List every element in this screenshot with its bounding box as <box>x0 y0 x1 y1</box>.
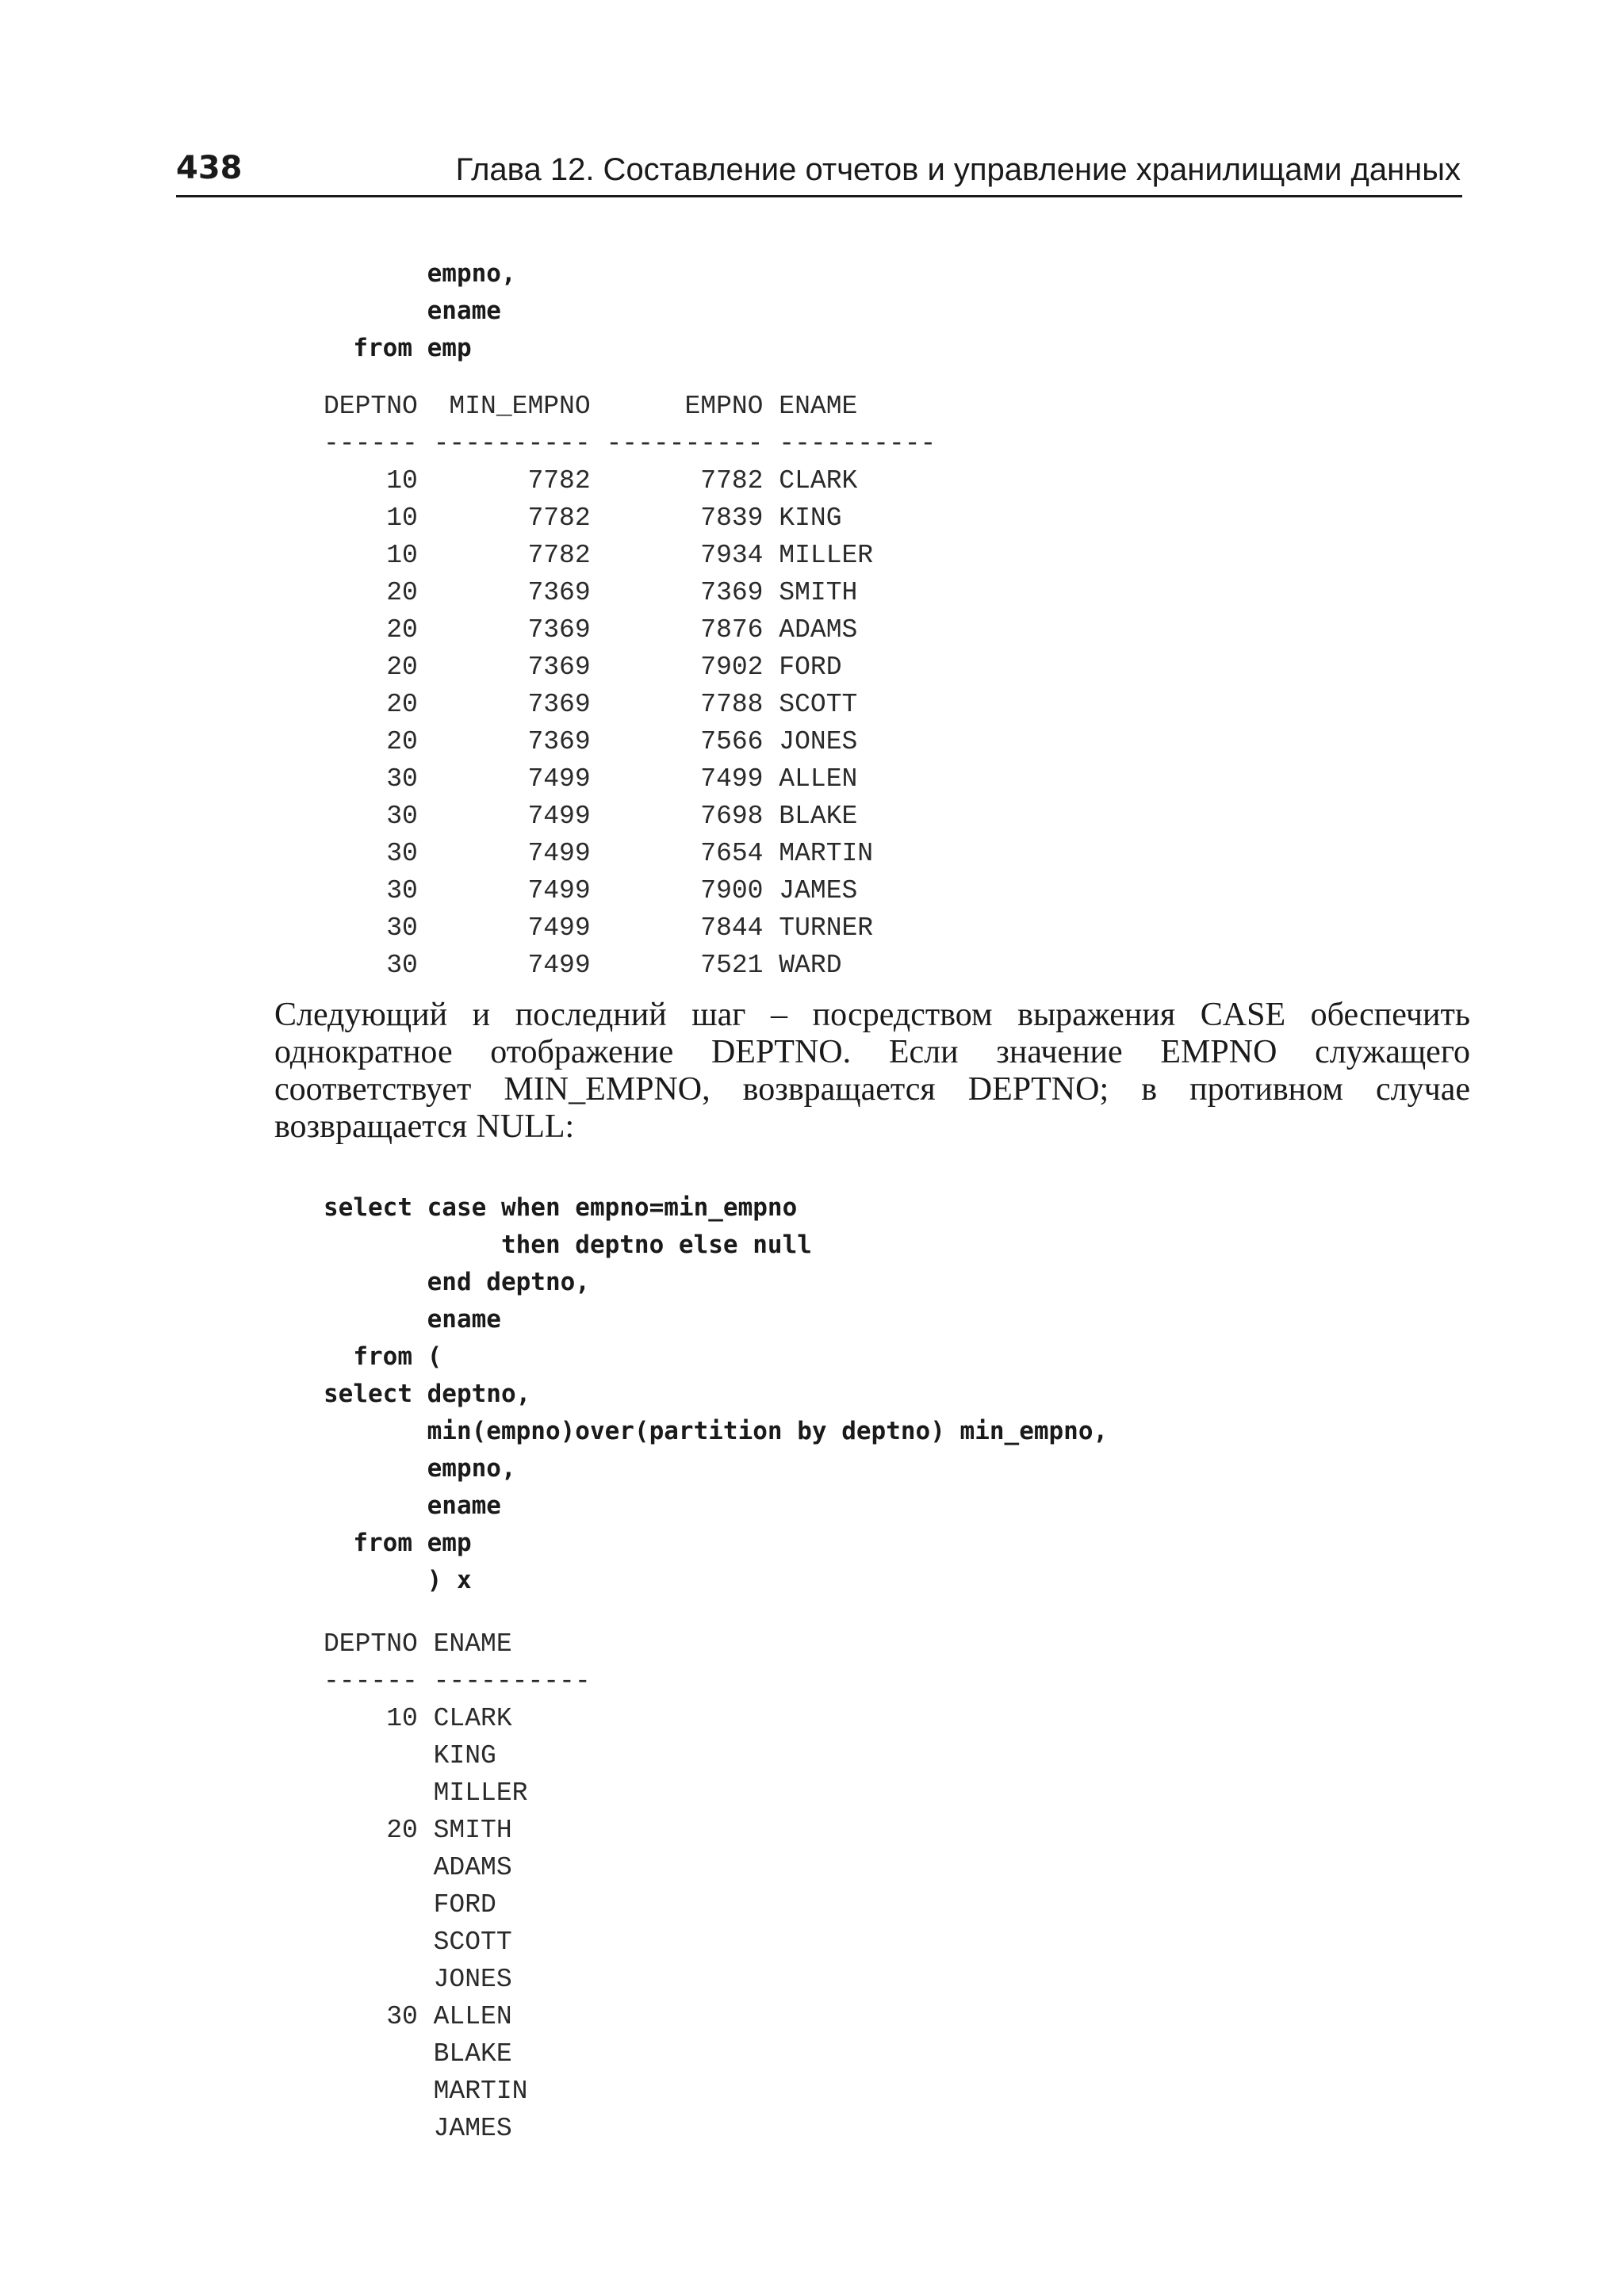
body-paragraph: Следующий и последний шаг – посредством выражения CASE обеспечить однократное отображение DEPTNO. Если значение EMPNO служащего соответствует MIN_EMPNO, возвращается DEPTNO; в противном случае возвращается NULL: <box>274 997 1470 1145</box>
output-table-deptno-ename: DEPTNO ENAME ------ ---------- 10 CLARK KING MILLER 20 SMITH ADAMS FORD SCOTT JONES 30 ALLEN BLAKE MARTIN JAMES <box>324 1629 591 2143</box>
output-table-min-empno: DEPTNO MIN_EMPNO EMPNO ENAME ------ ---------- ---------- ---------- 10 7782 7782 CLARK 10 7782 7839 KING 10 7782 7934 MILLER 20 7369 7369 SMITH 20 7369 7876 ADAMS 20 7369 7902 FORD 20 7369 7788 SCOTT 20 7369 7566 JONES 30 7499 7499 ALLEN 30 7499 7698 BLAKE 30 7499 7654 MARTIN 30 7499 7900 JAMES 30 7499 7844 TURNER 30 7499 7521 WARD <box>324 392 936 980</box>
chapter-title: Глава 12. Составление отчетов и управление хранилищами данных <box>455 152 1461 187</box>
page-header <box>176 144 1462 197</box>
code-block-case-query: select case when empno=min_empno then deptno else null end deptno, ename from ( select deptno, min(empno)over(partition by deptno) min_empno, empno, ename from emp ) x <box>324 1193 1109 1594</box>
code-block-query-tail: empno, ename from emp <box>353 259 516 362</box>
page-number: 438 <box>176 150 243 186</box>
